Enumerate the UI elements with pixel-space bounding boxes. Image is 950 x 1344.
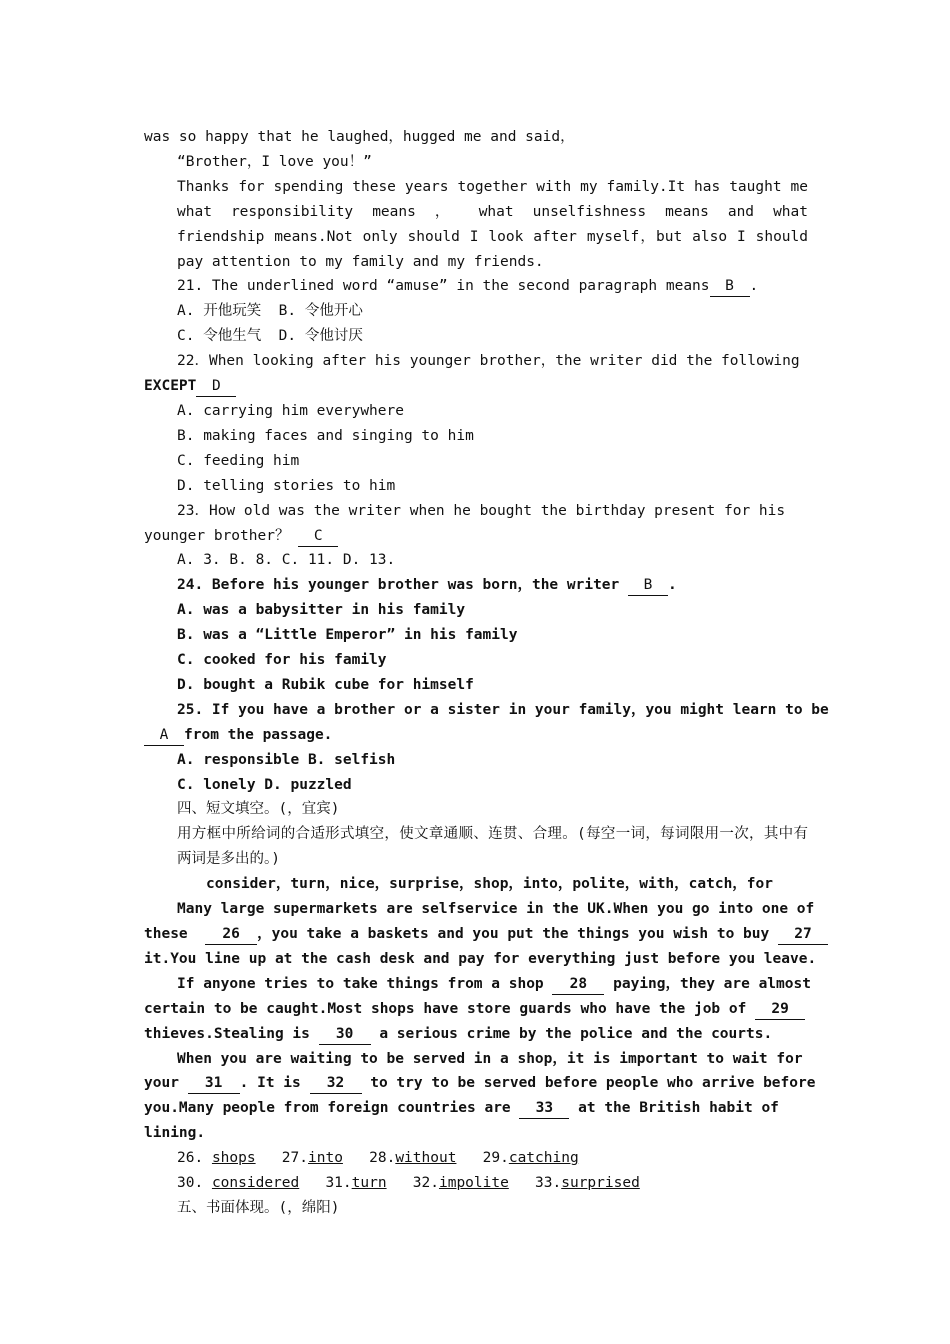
passage-paragraph: Thanks for spending these years together with my family.It has taught me what responsibility means ， what unselfishness means and what friendship means.Not only should I look after myself，but also I should pay attention to my family and my friends. (177, 178, 808, 270)
cloze-line: it.You line up at the cash desk and pay for everything just before you leave. (144, 950, 817, 967)
cloze-text: at the British habit of (578, 1100, 779, 1117)
blank-28: 28 (552, 974, 604, 995)
cloze-text: these (144, 926, 188, 942)
answer-number: 27. (281, 1150, 308, 1167)
option-b: B. 令他开心 (278, 303, 363, 320)
options-line: C. lonely D. puzzled (177, 776, 352, 793)
question-23-continued (144, 524, 808, 549)
answer-word: without (395, 1150, 457, 1167)
cloze-line (144, 1096, 808, 1121)
question-22-continued (144, 374, 808, 399)
cloze-line (144, 1071, 816, 1096)
cloze-text: paying，they are almost (613, 975, 811, 992)
question-25-continued (144, 723, 808, 748)
option-c: C. 令他生气 (177, 328, 262, 345)
cloze-line: lining. (144, 1125, 206, 1142)
answer-word: considered (211, 1175, 300, 1192)
blank-33: 33 (519, 1098, 569, 1119)
cloze-text: a serious crime by the police and the courts. (379, 1025, 773, 1042)
answer-word: catching (508, 1150, 579, 1167)
question-24 (144, 573, 808, 598)
answer-number: 26. (177, 1150, 204, 1167)
options-line: A. 3. B. 8. C. 11. D. 13. (177, 552, 396, 569)
question-stem: 21. The underlined word “amuse” in the second paragraph means (177, 278, 710, 295)
question-stem: from the passage. (184, 726, 333, 743)
cloze-text: If anyone tries to take things from a shop (177, 975, 544, 992)
answer-word: into (308, 1150, 343, 1167)
option-d: D. telling stories to him (177, 477, 396, 494)
options-line: A. responsible B. selfish (177, 751, 396, 768)
stem-end: . (668, 577, 677, 594)
cloze-line: When you are waiting to be served in a shop，it is important to wait for (177, 1050, 803, 1067)
cloze-line (144, 1022, 808, 1047)
document-page (144, 125, 829, 1221)
cloze-line (144, 922, 812, 947)
cloze-text: thieves.Stealing is (144, 1025, 310, 1042)
option-c: C. cooked for his family (177, 652, 387, 669)
answer-number: 30. (177, 1175, 204, 1192)
option-line (144, 324, 808, 349)
question-stem: younger brother？ (144, 527, 290, 544)
answer-word: turn (351, 1175, 387, 1192)
answer-blank: A (144, 725, 184, 746)
option-b: B. making faces and singing to him (177, 427, 474, 444)
cloze-text: you.Many people from foreign countries are (144, 1100, 511, 1117)
stem-end: . (749, 278, 759, 295)
answer-number: 31. (325, 1175, 352, 1192)
option-b: B. was a “Little Emperor” in his family (177, 627, 518, 644)
question-stem: EXCEPT (144, 378, 197, 395)
option-a: A. carrying him everywhere (177, 402, 404, 419)
cloze-text: . It is (239, 1075, 301, 1092)
blank-29: 29 (755, 999, 805, 1020)
passage-quote: “Brother，I love you！” (177, 153, 372, 170)
blank-27: 27 (778, 924, 828, 945)
blank-30: 30 (319, 1024, 371, 1045)
answer-blank: C (298, 526, 338, 547)
section-4-title: 四、短文填空。(，宜宾) (177, 801, 340, 818)
cloze-text: your (144, 1075, 179, 1092)
answer-word: surprised (561, 1175, 640, 1192)
question-25: 25. If you have a brother or a sister in your family，you might learn to be (177, 701, 829, 718)
word-box: consider，turn，nice，surprise，shop，into，polite，with，catch，for (206, 876, 773, 893)
answer-blank: D (196, 376, 236, 397)
answer-key-line (144, 1146, 808, 1171)
answer-number: 32. (412, 1175, 439, 1192)
answer-key-line (144, 1171, 808, 1196)
option-c: C. feeding him (177, 452, 300, 469)
question-23: 23．How old was the writer when he bought the birthday present for his (177, 502, 786, 519)
answer-number: 33. (535, 1175, 562, 1192)
cloze-text: ，you take a baskets and you put the things you wish to buy (257, 926, 770, 942)
cloze-line: Many large supermarkets are selfservice in the UK.When you go into one of (177, 901, 815, 918)
cloze-text: certain to be caught.Most shops have store guards who have the job of (144, 1000, 747, 1017)
option-d: D. 令他讨厌 (278, 328, 363, 345)
section-5-title: 五、书面体现。(，绵阳) (177, 1199, 340, 1216)
section-4-instruction: 用方框中所给词的合适形式填空，使文章通顺、连贯、合理。(每空一词，每词限用一次，其中有两词是多出的。) (177, 826, 808, 868)
question-stem: 24. Before his younger brother was born，the writer (177, 577, 620, 594)
answer-blank: B (628, 575, 668, 596)
blank-32: 32 (310, 1073, 362, 1094)
answer-word: impolite (438, 1175, 509, 1192)
passage-line: was so happy that he laughed，hugged me and said， (144, 129, 575, 145)
cloze-line (144, 997, 808, 1022)
blank-31: 31 (188, 1073, 240, 1094)
option-line (144, 299, 808, 324)
cloze-text: to try to be served before people who arrive before (370, 1075, 816, 1092)
option-a: A. 开他玩笑 (177, 303, 262, 320)
blank-26: 26 (205, 924, 257, 945)
question-22: 22．When looking after his younger brother，the writer did the following (177, 353, 800, 370)
question-21 (144, 274, 808, 299)
answer-number: 28. (369, 1150, 396, 1167)
option-d: D. bought a Rubik cube for himself (177, 676, 474, 693)
option-a: A. was a babysitter in his family (177, 602, 466, 619)
answer-number: 29. (482, 1150, 509, 1167)
answer-word: shops (211, 1150, 256, 1167)
answer-blank: B (710, 276, 750, 297)
cloze-line (144, 972, 811, 997)
